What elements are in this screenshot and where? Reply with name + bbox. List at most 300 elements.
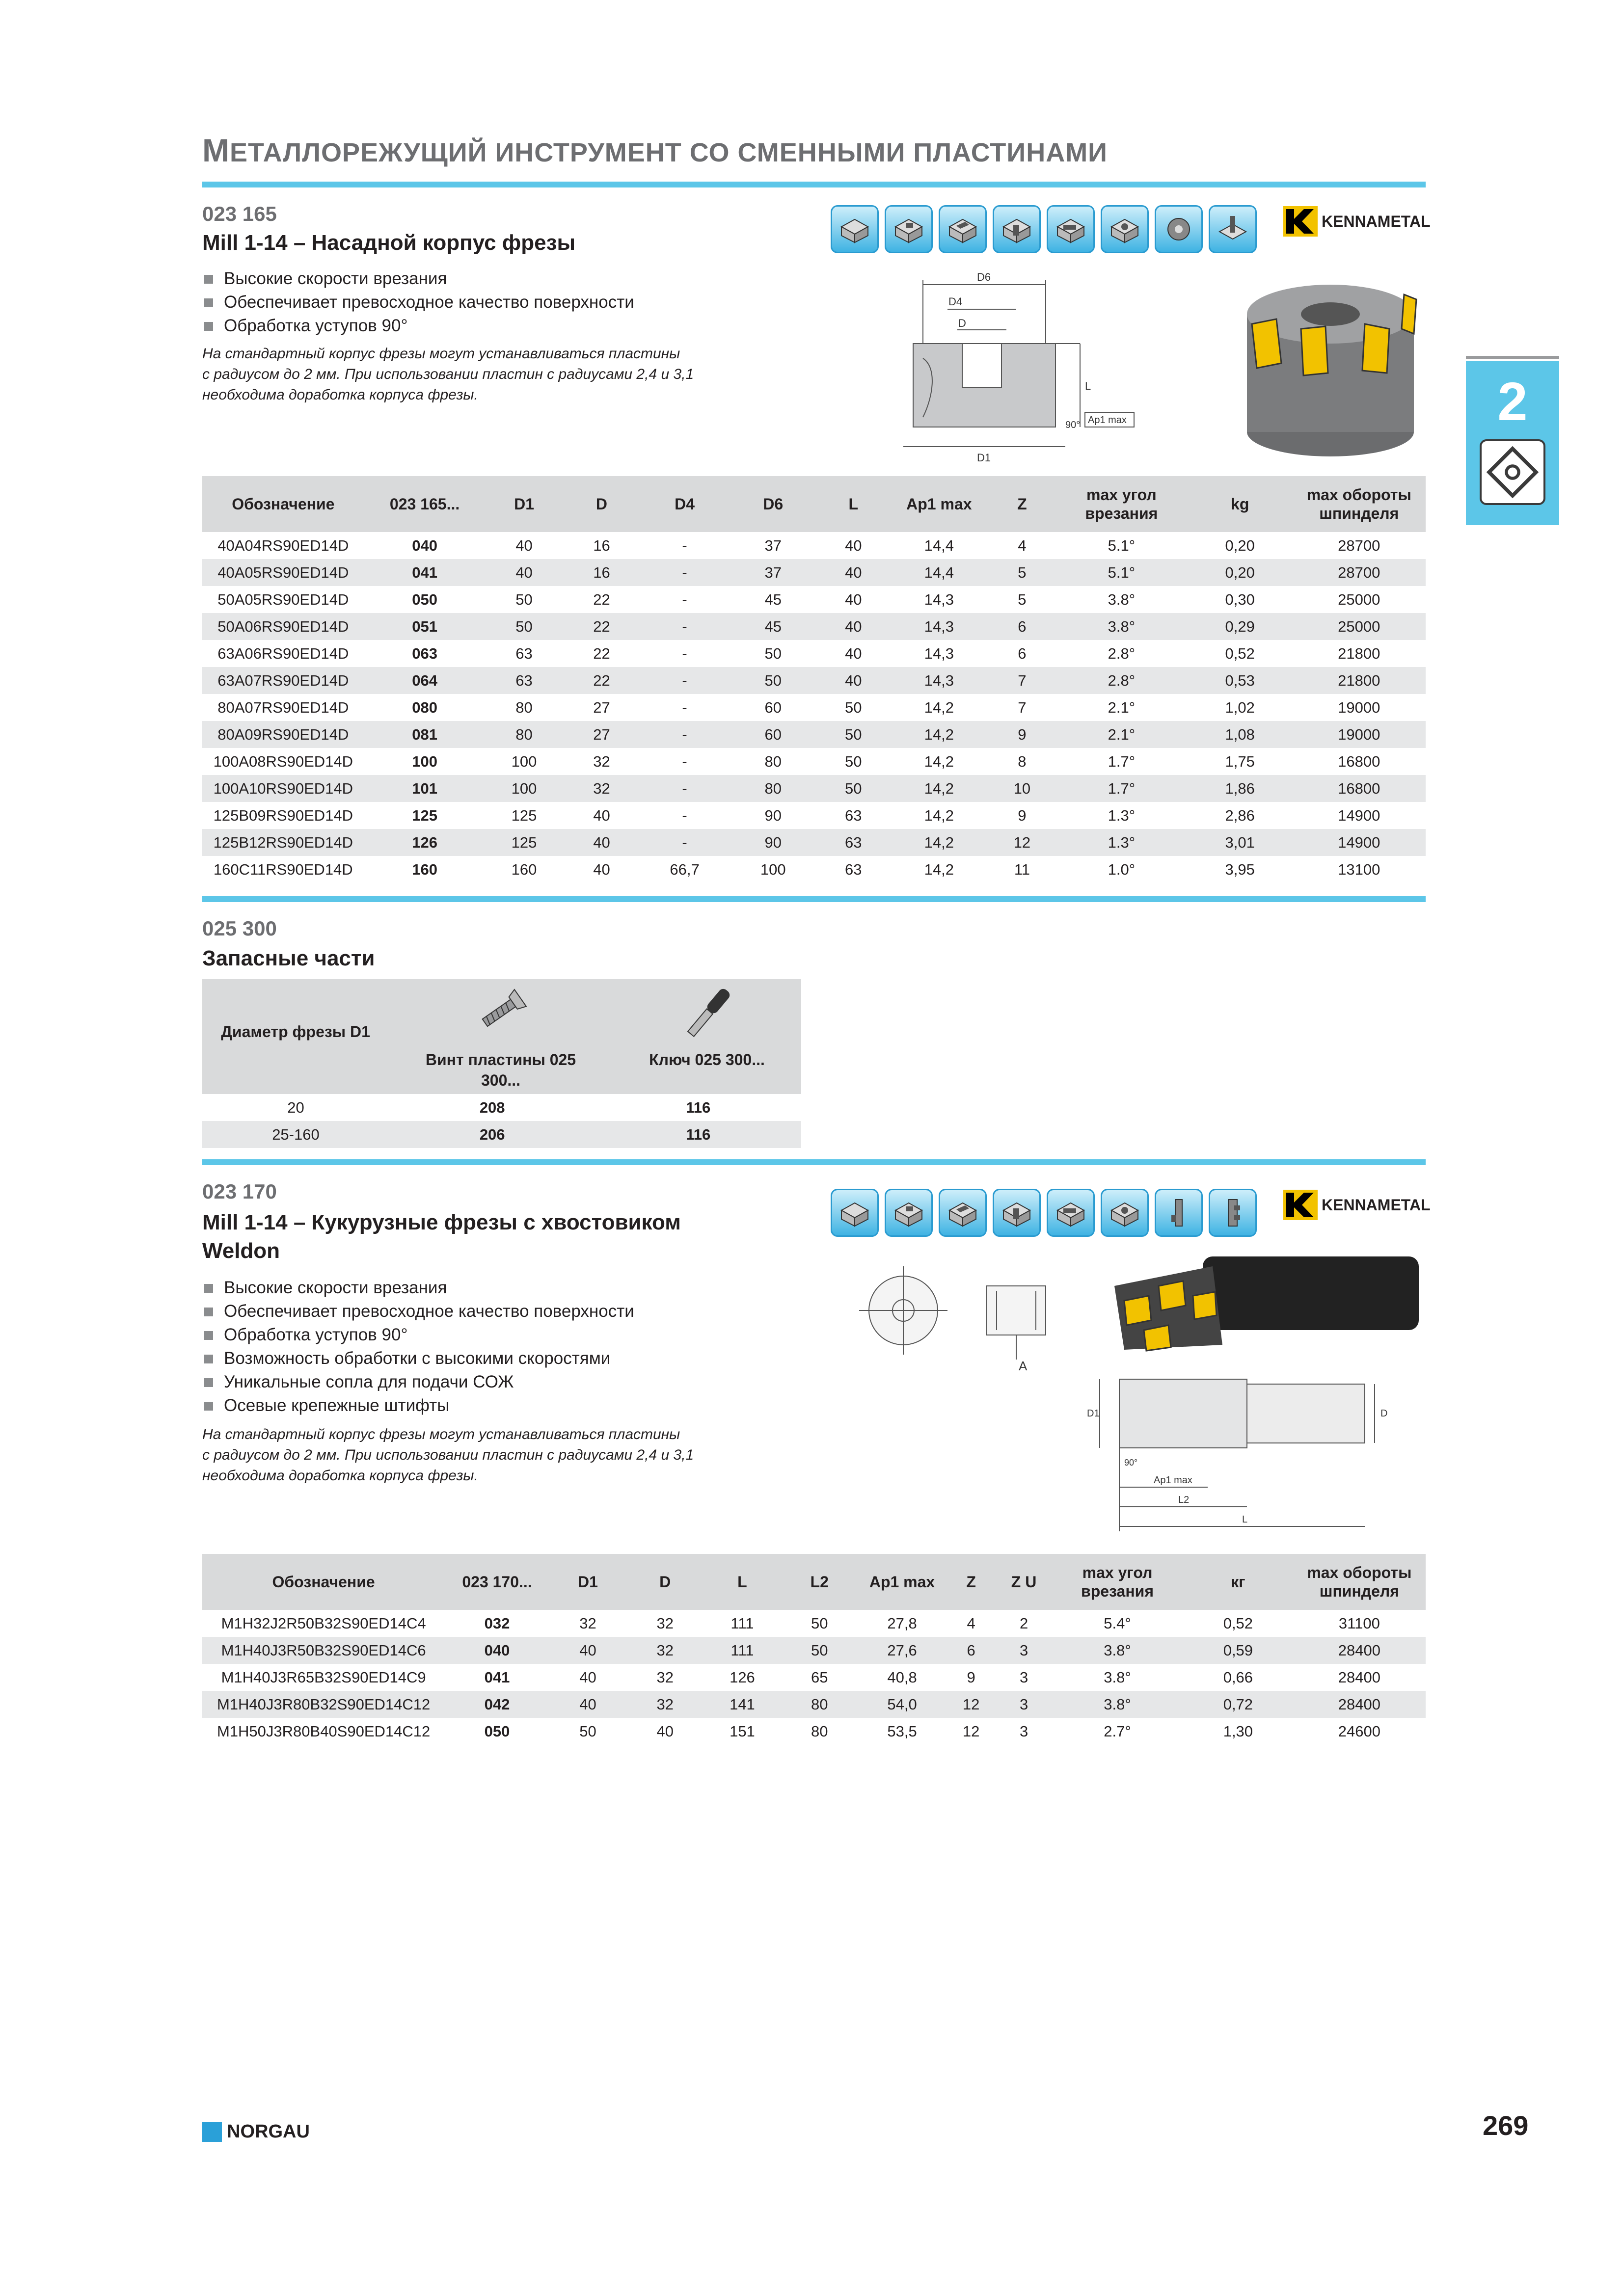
table-cell: 0,20 xyxy=(1188,559,1293,586)
pocket-milling-icon xyxy=(993,1189,1041,1237)
table-cell: 50 xyxy=(781,1637,858,1664)
face-milling-icon xyxy=(831,205,879,253)
table-cell: 25000 xyxy=(1293,613,1426,640)
table-cell: 40 xyxy=(593,861,610,878)
svg-text:D: D xyxy=(958,317,966,329)
table-cell: 2 xyxy=(1019,1615,1028,1632)
svg-text:Ap1 max: Ap1 max xyxy=(1154,1475,1192,1486)
table-cell: 14,2 xyxy=(924,753,954,770)
table-cell: 6 xyxy=(946,1637,996,1664)
table-cell: 32 xyxy=(593,753,610,770)
table-cell: 90 xyxy=(764,807,782,824)
table-cell: 16800 xyxy=(1338,753,1380,770)
table-cell: 45 xyxy=(764,591,782,608)
table-cell: 100 xyxy=(760,861,786,878)
table-cell: 21800 xyxy=(1293,667,1426,694)
ramping-icon xyxy=(1101,205,1149,253)
table-cell: 141 xyxy=(703,1691,781,1718)
table-cell: 160 xyxy=(511,861,537,878)
table-cell: 2.8° xyxy=(1108,645,1136,662)
step-milling-icon xyxy=(1047,1189,1095,1237)
kennametal-logo-2: KENNAMETAL xyxy=(1283,1190,1431,1220)
table-cell: 40 xyxy=(486,559,563,586)
kennametal-logo-1: KENNAMETAL xyxy=(1283,206,1431,237)
norgau-logo: NORGAU xyxy=(202,2121,310,2142)
helical-interpolation-icon xyxy=(1155,205,1203,253)
table-row xyxy=(202,1610,1426,1637)
table-cell: 22 xyxy=(563,667,641,694)
table-cell: - xyxy=(640,667,729,694)
table-cell: 0,52 xyxy=(1223,1615,1253,1632)
table-cell: 40 xyxy=(844,591,862,608)
section1-code: 023 165 xyxy=(202,202,277,225)
table-cell: 111 xyxy=(703,1637,781,1664)
table-cell: 0,59 xyxy=(1183,1637,1293,1664)
table-cell: 80 xyxy=(764,753,782,770)
feature-item: Обеспечивает превосходное качество поверхности xyxy=(202,1300,634,1323)
table-cell: 3,95 xyxy=(1225,861,1255,878)
table-cell: 40 xyxy=(549,1637,626,1664)
table-cell: 5.1° xyxy=(1055,559,1188,586)
feature-item: Высокие скорости врезания xyxy=(202,1276,634,1300)
table-cell: 064 xyxy=(364,667,486,694)
table-cell: 63 xyxy=(844,861,862,878)
table-cell: 2.1° xyxy=(1055,721,1188,748)
table-row xyxy=(202,775,1426,802)
table-cell: - xyxy=(640,613,729,640)
table-cell: 40 xyxy=(549,1691,626,1718)
table-cell: 50 xyxy=(817,721,890,748)
table-cell: 40 xyxy=(817,667,890,694)
table-row xyxy=(202,1121,801,1148)
section1-bottom-bar xyxy=(202,896,1426,902)
table-cell: 90 xyxy=(729,829,817,856)
table-row xyxy=(202,829,1426,856)
table-row xyxy=(202,640,1426,667)
table-cell: 160C11RS90ED14D xyxy=(213,861,353,878)
long-edge-milling-icon xyxy=(1209,1189,1257,1237)
table-cell: 0,20 xyxy=(1225,537,1255,554)
table-cell: 3 xyxy=(996,1637,1052,1664)
table-cell: 12 xyxy=(946,1691,996,1718)
table-cell: 13100 xyxy=(1338,861,1380,878)
ramping-icon xyxy=(1101,1189,1149,1237)
table-cell: 80 xyxy=(729,775,817,802)
pocket-milling-icon xyxy=(993,205,1041,253)
table-row xyxy=(202,532,1426,559)
table-cell: 40 xyxy=(563,829,641,856)
section2-code: 025 300 xyxy=(202,917,277,940)
table-row xyxy=(202,667,1426,694)
table-cell: 125 xyxy=(412,807,437,824)
table-cell: 40 xyxy=(817,613,890,640)
table-cell: 051 xyxy=(364,613,486,640)
table-cell: 101 xyxy=(364,775,486,802)
feature-item: Осевые крепежные штифты xyxy=(202,1394,634,1417)
endmill-photo xyxy=(1105,1247,1429,1364)
section2-title: Запасные части xyxy=(202,946,375,970)
table-cell: 5 xyxy=(1018,591,1027,608)
table-row xyxy=(202,1664,1426,1691)
table-cell: 22 xyxy=(593,591,610,608)
table-cell: 6 xyxy=(989,613,1055,640)
cutter-body-drawing xyxy=(884,270,1208,471)
table-cell: 28400 xyxy=(1293,1691,1426,1718)
table-cell: 50A05RS90ED14D xyxy=(217,591,349,608)
table-cell: 32 xyxy=(626,1637,703,1664)
table-cell: 40A04RS90ED14D xyxy=(217,537,349,554)
table-cell: 14,3 xyxy=(924,645,954,662)
svg-text:L2: L2 xyxy=(1178,1495,1190,1505)
table-cell: 7 xyxy=(1018,699,1027,716)
table-cell: 63 xyxy=(486,667,563,694)
table-cell: 063 xyxy=(412,645,437,662)
table-cell: 2,86 xyxy=(1225,807,1255,824)
endmill-dimension-drawing xyxy=(1080,1369,1434,1536)
table-cell: 116 xyxy=(686,1099,711,1116)
table-row xyxy=(202,856,1426,883)
table-cell: 1.3° xyxy=(1055,829,1188,856)
table-cell: 50 xyxy=(579,1723,596,1740)
table-cell: 4 xyxy=(967,1615,975,1632)
table-cell: 9 xyxy=(967,1669,975,1686)
slot-milling-icon xyxy=(939,1189,987,1237)
feature-item: Уникальные сопла для подачи СОЖ xyxy=(202,1370,634,1394)
table-cell: 14,3 xyxy=(890,613,989,640)
table-cell: 14,2 xyxy=(924,699,954,716)
table-cell: 22 xyxy=(563,613,641,640)
table-cell: 60 xyxy=(729,721,817,748)
table-cell: 50 xyxy=(844,699,862,716)
svg-text:A: A xyxy=(1019,1359,1028,1373)
page-title: МЕТАЛЛОРЕЖУЩИЙ ИНСТРУМЕНТ СО СМЕННЫМИ ПЛАСТИНАМИ xyxy=(202,132,1108,168)
table-cell: 3.8° xyxy=(1052,1637,1183,1664)
spare-header-screw: Винт пластины 025 300... xyxy=(425,1051,576,1089)
table-cell: 25000 xyxy=(1338,591,1380,608)
table-cell: 12 xyxy=(989,829,1055,856)
header-divider xyxy=(202,182,1426,187)
face-milling-icon xyxy=(831,1189,879,1237)
table-row xyxy=(202,559,1426,586)
table-cell: 63A07RS90ED14D xyxy=(202,667,364,694)
table-cell: 5.4° xyxy=(1104,1615,1131,1632)
table-cell: 116 xyxy=(595,1121,801,1148)
table-cell: - xyxy=(640,721,729,748)
table-row xyxy=(202,1094,801,1121)
table-row xyxy=(202,1691,1426,1718)
table-cell: 19000 xyxy=(1293,721,1426,748)
svg-text:L: L xyxy=(1242,1514,1248,1525)
table-cell: 5 xyxy=(989,559,1055,586)
table-cell: 1,30 xyxy=(1223,1723,1253,1740)
table-cell: 1,86 xyxy=(1188,775,1293,802)
screw-icon xyxy=(471,987,530,1036)
table-cell: 32 xyxy=(656,1615,674,1632)
svg-text:D: D xyxy=(1380,1408,1388,1419)
table-cell: 14,2 xyxy=(924,807,954,824)
table-cell: 0,30 xyxy=(1225,591,1255,608)
table-cell: 0,29 xyxy=(1188,613,1293,640)
table-cell: 16800 xyxy=(1293,775,1426,802)
svg-text:D6: D6 xyxy=(977,271,991,283)
table-cell: 14,4 xyxy=(890,559,989,586)
operation-icons-2 xyxy=(831,1189,1257,1237)
table-cell: 27,6 xyxy=(858,1637,946,1664)
feature-item: Обеспечивает превосходное качество поверхности xyxy=(202,291,634,314)
table-row xyxy=(202,694,1426,721)
svg-text:D1: D1 xyxy=(977,452,991,464)
svg-text:90°: 90° xyxy=(1065,420,1081,430)
table-cell: 45 xyxy=(729,613,817,640)
table-row xyxy=(202,748,1426,775)
table-cell: 11 xyxy=(1014,861,1030,878)
table-cell: 31100 xyxy=(1338,1615,1380,1632)
table-cell: 50 xyxy=(811,1615,828,1632)
table-cell: 0,52 xyxy=(1225,645,1255,662)
table-cell: 14,4 xyxy=(924,537,954,554)
table-cell: M1H32J2R50B32S90ED14C4 xyxy=(221,1615,426,1632)
table-cell: 0,72 xyxy=(1183,1691,1293,1718)
table-cell: 125 xyxy=(486,829,563,856)
section3-note: На стандартный корпус фрезы могут устанавливаться пластины с радиусом до 2 мм. При использовании пластин с радиусами 2,4 и 3,1 необходима доработка корпуса фрезы. xyxy=(202,1426,694,1484)
shoulder-milling-icon xyxy=(885,205,933,253)
table-row xyxy=(202,1718,1426,1745)
feature-item: Обработка уступов 90° xyxy=(202,1323,634,1347)
plunge-icon xyxy=(1209,205,1257,253)
side-milling-icon xyxy=(1155,1189,1203,1237)
table-cell: 151 xyxy=(730,1723,755,1740)
table-cell: 40 xyxy=(515,537,533,554)
table-cell: 9 xyxy=(1018,807,1027,824)
table-cell: 2.7° xyxy=(1104,1723,1131,1740)
endmill-face-drawing xyxy=(849,1261,1070,1374)
section3-table: Обозначение 023 170... D1 D L L2 Ap1 max Z Z U max угол врезания кг max обороты шпинделя M1H32J2R50B32S90ED14C4 032 32 32 111 50 27,8 4 2 5.4° 0,52 31100 M1H40J3R50B32S90ED14C6 040 40 32 111 50 27,6 6 3 3.8° 0,59 28400 M1H40J3R65B32S90ED14C9 041 40 32 126 65 40,8 9 3 3.8° 0,66 28400 M1H40J3R80B32S90ED14C12 042 40 32 141 80 54,0 12 3 3.8° 0,72 28400 M1H50J3R80B40S90ED14C12 050 50 40 151 80 53,5 12 3 2.7° 1,30 24600 xyxy=(202,1554,1426,1745)
table-cell: 24600 xyxy=(1338,1723,1380,1740)
table-cell: 28700 xyxy=(1338,537,1380,554)
table-cell: 27,8 xyxy=(887,1615,917,1632)
table-cell: 125B09RS90ED14D xyxy=(213,807,353,824)
svg-text:D4: D4 xyxy=(948,295,963,308)
section2-bottom-bar xyxy=(202,1159,1426,1165)
table-row xyxy=(202,721,1426,748)
table-cell: 3 xyxy=(1019,1669,1028,1686)
table-cell: 32 xyxy=(626,1691,703,1718)
step-milling-icon xyxy=(1047,205,1095,253)
table-cell: 040 xyxy=(445,1637,549,1664)
table-cell: 53,5 xyxy=(887,1723,917,1740)
section3-features xyxy=(202,1276,634,1417)
svg-text:Ap1 max: Ap1 max xyxy=(1088,415,1127,426)
table-cell: 50 xyxy=(764,645,782,662)
table-cell: 14,3 xyxy=(890,667,989,694)
table-cell: M1H40J3R80B32S90ED14C12 xyxy=(202,1691,445,1718)
table-cell: 50 xyxy=(729,667,817,694)
table-cell: 40 xyxy=(844,645,862,662)
table-cell: 1.0° xyxy=(1108,861,1136,878)
table-cell: 14900 xyxy=(1338,807,1380,824)
table-cell: 126 xyxy=(364,829,486,856)
table-cell: M1H40J3R65B32S90ED14C9 xyxy=(221,1669,426,1686)
cutter-body-photo xyxy=(1242,265,1419,461)
table-cell: 2.8° xyxy=(1055,667,1188,694)
table-cell: 3.8° xyxy=(1104,1669,1131,1686)
table-cell: 27 xyxy=(593,699,610,716)
table-cell: 80 xyxy=(811,1723,828,1740)
feature-item: Высокие скорости врезания xyxy=(202,267,634,291)
table-cell: 80A07RS90ED14D xyxy=(217,699,349,716)
table-cell: - xyxy=(682,591,687,608)
table-cell: 10 xyxy=(989,775,1055,802)
table-cell: 041 xyxy=(484,1669,510,1686)
table-cell: 3 xyxy=(1019,1723,1028,1740)
table-cell: - xyxy=(682,645,687,662)
table-cell: 80 xyxy=(486,721,563,748)
table-cell: 1,08 xyxy=(1188,721,1293,748)
table-cell: 9 xyxy=(989,721,1055,748)
spare-parts-table xyxy=(202,1094,801,1148)
table-cell: 081 xyxy=(364,721,486,748)
feature-item: Обработка уступов 90° xyxy=(202,314,634,338)
table-cell: M1H40J3R50B32S90ED14C6 xyxy=(202,1637,445,1664)
table-cell: 40 xyxy=(656,1723,674,1740)
table-cell: 3 xyxy=(996,1691,1052,1718)
table-cell: 14,2 xyxy=(924,861,954,878)
table-cell: 50 xyxy=(515,591,533,608)
page-number: 269 xyxy=(1483,2110,1529,2141)
table-cell: 5.1° xyxy=(1108,537,1136,554)
table-cell: 21800 xyxy=(1338,645,1380,662)
table-cell: 3.8° xyxy=(1055,613,1188,640)
table-row xyxy=(202,613,1426,640)
table-cell: 041 xyxy=(364,559,486,586)
table-cell: 0,53 xyxy=(1188,667,1293,694)
table-cell: 032 xyxy=(484,1615,510,1632)
table-cell: 27 xyxy=(563,721,641,748)
table-cell: 100A08RS90ED14D xyxy=(213,753,353,770)
table-cell: 19000 xyxy=(1338,699,1380,716)
table-cell: 37 xyxy=(764,537,782,554)
table-cell: 0,66 xyxy=(1223,1669,1253,1686)
table-cell: 50A06RS90ED14D xyxy=(202,613,364,640)
table-cell: 100 xyxy=(412,753,437,770)
table-cell: 100 xyxy=(486,775,563,802)
table-row xyxy=(202,586,1426,613)
table-cell: 40 xyxy=(844,537,862,554)
svg-text:90°: 90° xyxy=(1124,1458,1138,1468)
table-cell: 042 xyxy=(445,1691,549,1718)
table-cell: 125B12RS90ED14D xyxy=(202,829,364,856)
table-cell: - xyxy=(682,699,687,716)
table-cell: 1.7° xyxy=(1055,775,1188,802)
table-cell: 54,0 xyxy=(858,1691,946,1718)
table-cell: 14,2 xyxy=(890,721,989,748)
table-cell: 40 xyxy=(579,1669,596,1686)
table-cell: 125 xyxy=(511,807,537,824)
table-cell: 80 xyxy=(781,1691,858,1718)
svg-text:L: L xyxy=(1085,380,1091,392)
insert-icon xyxy=(1480,439,1545,505)
section1-title: Mill 1-14 – Насадной корпус фрезы xyxy=(202,231,576,255)
operation-icons-1 xyxy=(831,205,1257,253)
table-cell: 22 xyxy=(593,645,610,662)
table-cell: 20 xyxy=(287,1099,304,1116)
table-cell: 111 xyxy=(730,1615,754,1632)
table-cell: 16 xyxy=(593,537,610,554)
table-cell: 14,3 xyxy=(924,591,954,608)
table-cell: 63 xyxy=(817,829,890,856)
table-cell: 3,01 xyxy=(1188,829,1293,856)
table-cell: 206 xyxy=(389,1121,595,1148)
table-cell: 40 xyxy=(817,559,890,586)
table-cell: 14900 xyxy=(1293,829,1426,856)
table-cell: 28700 xyxy=(1293,559,1426,586)
table-cell: 080 xyxy=(412,699,437,716)
table-cell: 66,7 xyxy=(670,861,700,878)
table-cell: M1H50J3R80B40S90ED14C12 xyxy=(216,1723,431,1740)
slot-milling-icon xyxy=(939,205,987,253)
table-cell: 050 xyxy=(484,1723,510,1740)
table-cell: 50 xyxy=(817,775,890,802)
table-cell: 2.1° xyxy=(1108,699,1136,716)
table-cell: - xyxy=(682,753,687,770)
table-cell: 14,2 xyxy=(890,775,989,802)
table-cell: 37 xyxy=(729,559,817,586)
table-cell: 50 xyxy=(844,753,862,770)
table-cell: - xyxy=(640,829,729,856)
table-cell: 040 xyxy=(412,537,437,554)
table-cell: 12 xyxy=(962,1723,980,1740)
chapter-tab[interactable] xyxy=(1466,361,1559,525)
table-cell: 1.3° xyxy=(1108,807,1136,824)
table-cell: 6 xyxy=(1018,645,1027,662)
svg-text:D1: D1 xyxy=(1087,1408,1100,1419)
section3-code: 023 170 xyxy=(202,1180,277,1203)
table-cell: - xyxy=(682,537,687,554)
spare-header-key: Ключ 025 300... xyxy=(649,1051,765,1068)
table-cell: 100 xyxy=(511,753,537,770)
table-row xyxy=(202,802,1426,829)
table-cell: 160 xyxy=(412,861,437,878)
table-cell: 1,75 xyxy=(1225,753,1255,770)
table-cell: 40A05RS90ED14D xyxy=(202,559,364,586)
section1-table: Обозначение 023 165... D1 D D4 D6 L Ap1 max Z max угол врезания kg max обороты шпинделя 40A04RS90ED14D 040 40 16 - 37 40 14,4 4 5.1° 0,20 28700 40A05RS90ED14D 041 40 16 - 37 40 14,4 5 5.1° 0,20 28700 50A05RS90ED14D 050 50 22 - 45 40 14,3 5 3.8° 0,30 25000 50A06RS90ED14D 051 50 22 - 45 40 14,3 6 3.8° 0,29 25000 63A06RS90ED14D 063 63 22 - 50 40 14,3 6 2.8° 0,52 21800 63A07RS90ED14D 064 63 22 - 50 40 14,3 7 2.8° 0,53 21800 80A07RS90ED14D 080 80 27 - 60 50 14,2 7 2.1° 1,02 19000 80A09RS90ED14D 081 80 27 - 60 50 14,2 9 2.1° 1,08 19000 100A08RS90ED14D 100 100 32 - 80 50 14,2 8 1.7° 1,75 16800 100A10RS90ED14D 101 100 32 - 80 50 14,2 10 1.7° 1,86 16800 125B09RS90ED14D 125 125 40 - 90 63 14,2 9 1.3° 2,86 14900 125B12RS90ED14D 126 125 40 - 90 63 14,2 12 1.3° 3,01 14900 160C11RS90ED14D 160 160 40 66,7 100 63 14,2 11 1.0° 3,95 13100 xyxy=(202,476,1426,883)
table-cell: 4 xyxy=(1018,537,1027,554)
table-cell: 14,2 xyxy=(890,829,989,856)
table-cell: 50 xyxy=(486,613,563,640)
table-cell: 63 xyxy=(515,645,533,662)
table-cell: 40,8 xyxy=(887,1669,917,1686)
table-cell: 28400 xyxy=(1293,1637,1426,1664)
table-cell: - xyxy=(640,775,729,802)
table-cell: 80 xyxy=(515,699,533,716)
section1-features xyxy=(202,267,634,338)
section1-note: На стандартный корпус фрезы могут устанавливаться пластины с радиусом до 2 мм. При использовании пластин с радиусами 2,4 и 3,1 необходима доработка корпуса фрезы. xyxy=(202,346,694,403)
table-cell: 1,02 xyxy=(1225,699,1255,716)
table-cell: - xyxy=(682,807,687,824)
table-cell: 8 xyxy=(1018,753,1027,770)
chapter-number: 2 xyxy=(1497,372,1528,432)
table-cell: - xyxy=(640,559,729,586)
table-cell: 7 xyxy=(989,667,1055,694)
table-cell: 16 xyxy=(563,559,641,586)
shoulder-milling-icon xyxy=(885,1189,933,1237)
spare-header-diameter: Диаметр фрезы D1 xyxy=(221,1023,370,1041)
table-cell: 80A09RS90ED14D xyxy=(202,721,364,748)
table-cell: 65 xyxy=(811,1669,828,1686)
table-cell: 40 xyxy=(593,807,610,824)
table-cell: 32 xyxy=(563,775,641,802)
feature-item: Возможность обработки с высокими скоростями xyxy=(202,1347,634,1370)
